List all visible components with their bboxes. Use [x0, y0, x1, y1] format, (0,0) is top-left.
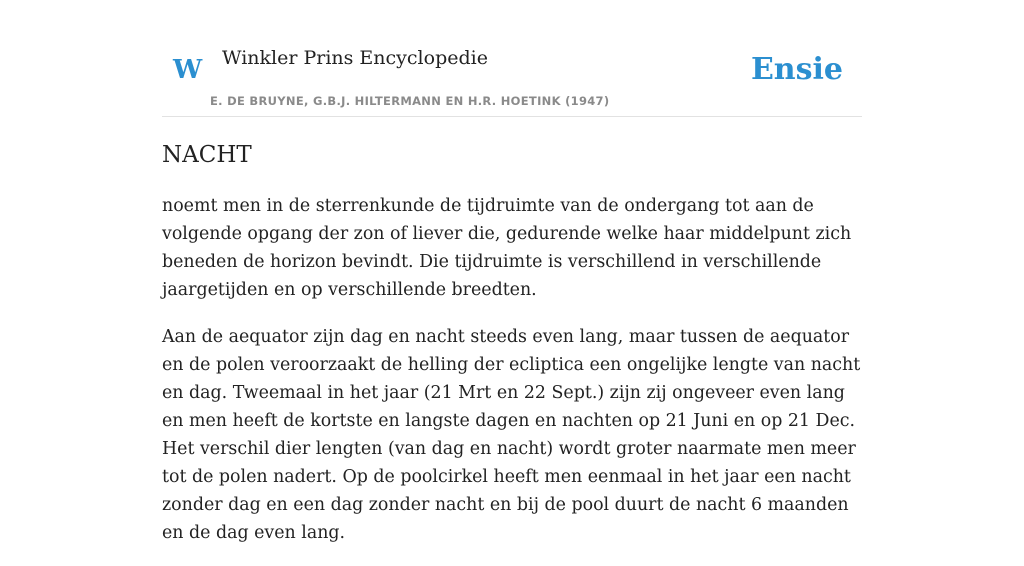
book-authors: E. DE BRUYNE, G.B.J. HILTERMANN EN H.R. HOETINK (1947): [210, 94, 610, 108]
book-title[interactable]: Winkler Prins Encyclopedie: [222, 47, 488, 69]
page: [162, 0, 862, 543]
entry-paragraph-2: Aan de aequator zijn dag en nacht steeds even lang, maar tussen de aequator en de polen veroorzaakt de helling der ecliptica een ongelijke lengte van nacht en dag. Tweemaal in het jaar (21 Mrt en 22 Sept.) zijn zij ongeveer even lang en men heeft de kortste en langste dagen en nachten op 21 Juni en op 21 Dec. Het verschil dier lengten (van dag en nacht) wordt groter naarmate men meer tot de polen nadert. Op de poolcirkel heeft men eenmaal in het jaar een nacht zonder dag en een dag zonder nacht en bij de pool duurt de nacht 6 maanden en de dag even lang.: [162, 327, 861, 543]
entry-body: [162, 192, 862, 566]
header: [162, 0, 862, 117]
winkler-prins-logo-icon[interactable]: W: [173, 55, 203, 85]
entry-title: NACHT: [162, 142, 252, 168]
entry-paragraph-1: noemt men in de sterrenkunde de tijdruimte van de ondergang tot aan de volgende opgang der zon of liever die, gedurende welke haar middelpunt zich beneden de horizon bevindt. Die tijdruimte is verschillend in verschillende jaargetijden en op verschillende breedten.: [162, 196, 852, 300]
ensie-brand-logo[interactable]: Ensie: [750, 52, 843, 87]
